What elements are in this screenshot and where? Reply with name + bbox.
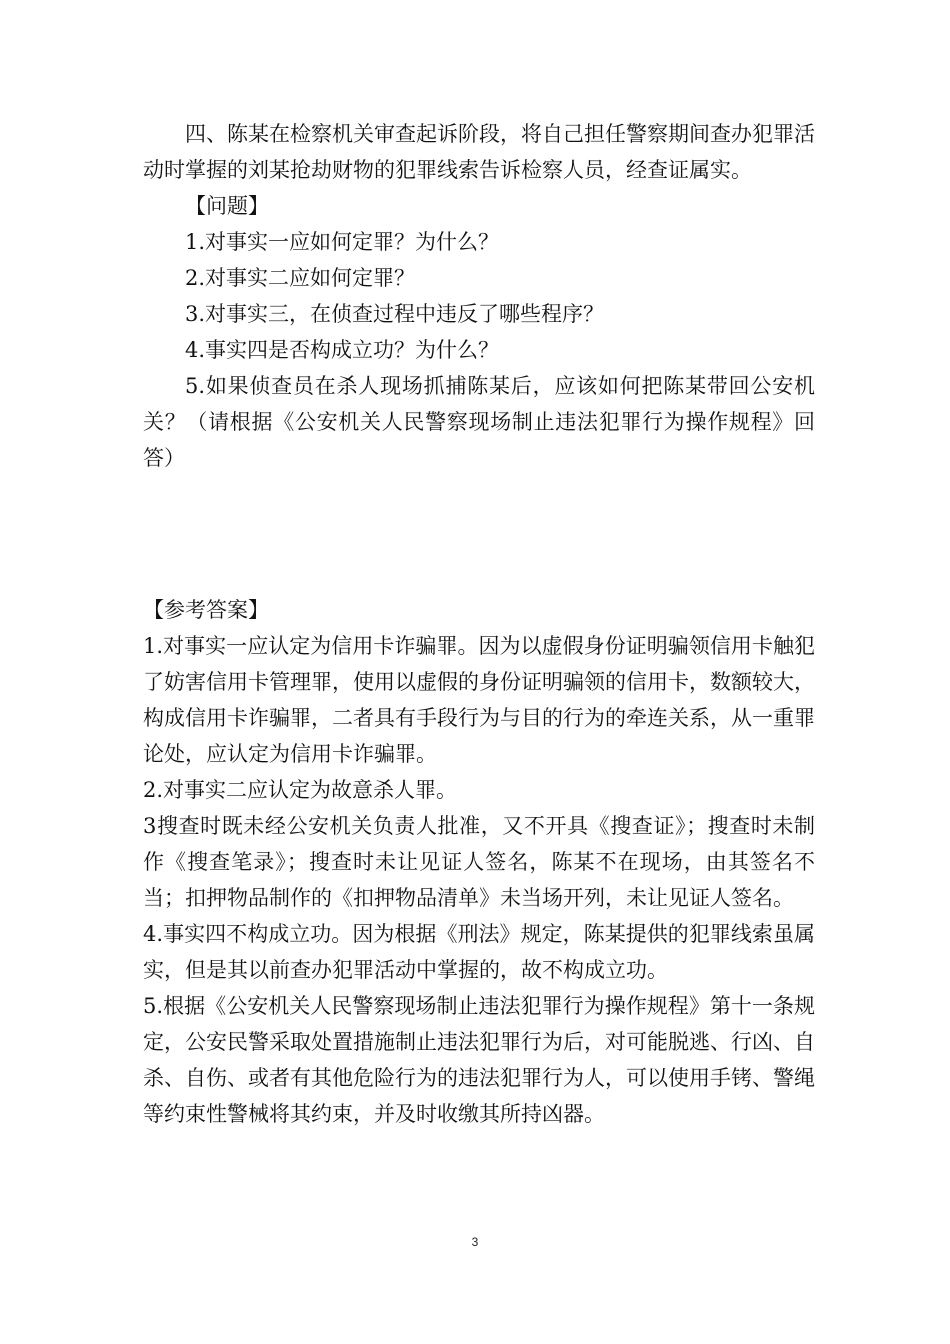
question-item: 5.如果侦查员在杀人现场抓捕陈某后，应该如何把陈某带回公安机关？（请根据《公安机关人民警察现场制止违法犯罪行为操作规程》回答） bbox=[143, 374, 815, 470]
answer-section bbox=[143, 592, 815, 1132]
answer-item: 5.根据《公安机关人民警察现场制止违法犯罪行为操作规程》第十一条规定，公安民警采取处置措施制止违法犯罪行为后，对可能脱逃、行凶、自杀、自伤、或者有其他危险行为的违法犯罪行为人，可以使用手铐、警绳等约束性警械将其约束，并及时收缴其所持凶器。 bbox=[143, 994, 815, 1126]
answer-item: 4.事实四不构成立功。因为根据《刑法》规定，陈某提供的犯罪线索虽属实，但是其以前查办犯罪活动中掌握的，故不构成立功。 bbox=[143, 922, 815, 982]
questions-heading: 【问题】 bbox=[185, 194, 269, 218]
question-item: 4.事实四是否构成立功？为什么？ bbox=[185, 338, 500, 362]
question-item: 3.对事实三，在侦查过程中违反了哪些程序？ bbox=[185, 302, 605, 326]
answer-item: 3搜查时既未经公安机关负责人批准，又不开具《搜查证》；搜查时未制作《搜查笔录》；搜查时未让见证人签名，陈某不在现场，由其签名不当；扣押物品制作的《扣押物品清单》未当场开列，未让见证人签名。 bbox=[143, 814, 815, 910]
question-item: 1.对事实一应如何定罪？为什么？ bbox=[185, 230, 500, 254]
answers-heading: 【参考答案】 bbox=[143, 598, 269, 622]
fact-four-paragraph: 四、陈某在检察机关审查起诉阶段，将自己担任警察期间查办犯罪活动时掌握的刘某抢劫财物的犯罪线索告诉检察人员，经查证属实。 bbox=[143, 122, 815, 182]
answer-item: 2.对事实二应认定为故意杀人罪。 bbox=[143, 778, 458, 802]
answer-item: 1.对事实一应认定为信用卡诈骗罪。因为以虚假身份证明骗领信用卡触犯了妨害信用卡管理罪，使用以虚假的身份证明骗领的信用卡，数额较大，构成信用卡诈骗罪，二者具有手段行为与目的行为的牵连关系，从一重罪论处，应认定为信用卡诈骗罪。 bbox=[143, 634, 815, 766]
page-number: 3 bbox=[471, 1235, 479, 1249]
question-section bbox=[143, 116, 815, 476]
question-item: 2.对事实二应如何定罪？ bbox=[185, 266, 416, 290]
